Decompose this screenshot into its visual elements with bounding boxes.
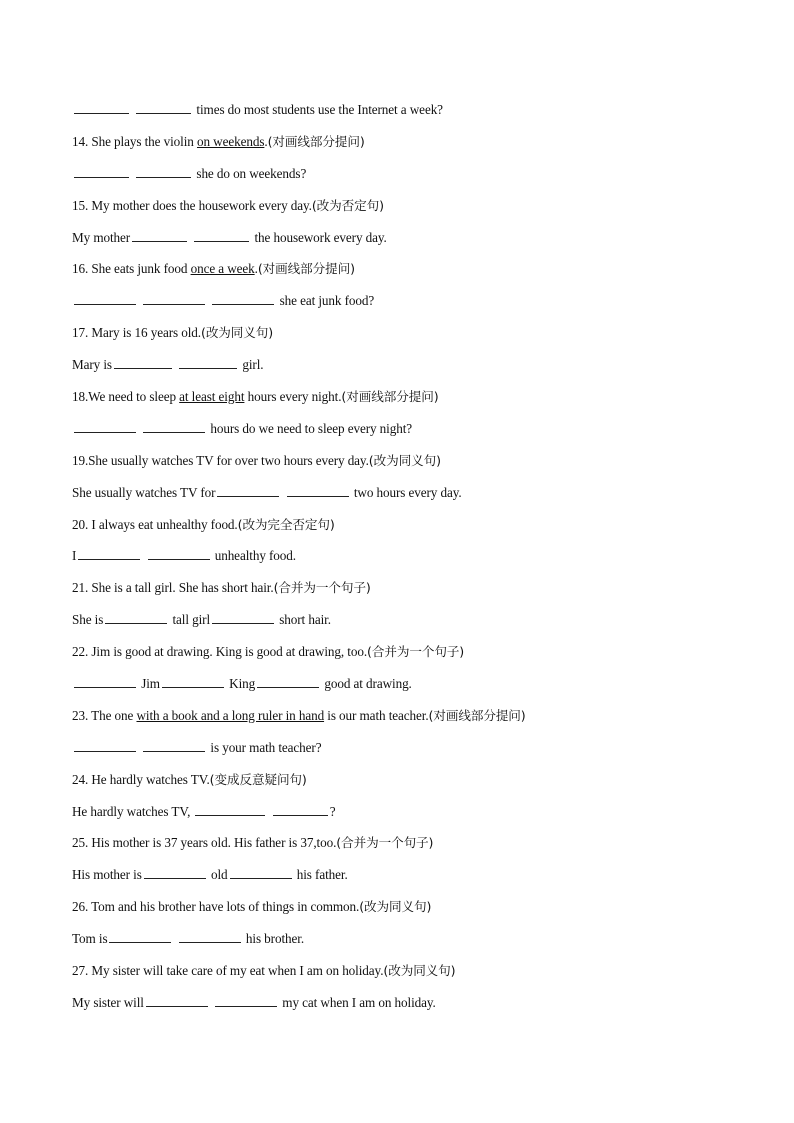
blank[interactable] <box>74 165 129 178</box>
answer-text: She usually watches TV for <box>72 484 216 500</box>
question-text: 18.We need to sleep <box>72 389 180 405</box>
instruction: (对画线部分提问) <box>428 707 526 723</box>
question-text: 21. She is a tall girl. She has short hair. <box>72 580 274 596</box>
answer-text: King <box>229 676 256 692</box>
answer-text: girl. <box>242 357 264 373</box>
question-26 <box>72 898 732 930</box>
answer-text: short hair. <box>279 612 331 628</box>
question-19 <box>72 452 732 484</box>
blank[interactable] <box>212 611 274 624</box>
question-20 <box>72 516 732 548</box>
blank[interactable] <box>195 803 265 816</box>
blank[interactable] <box>257 675 319 688</box>
answer-text: Tom is <box>72 931 108 947</box>
instruction: (合并为一个句子) <box>336 835 434 851</box>
instruction: (改为否定句) <box>311 197 384 213</box>
answer-text: the housework every day. <box>254 229 387 245</box>
question-21 <box>72 579 732 611</box>
answer-text: old <box>210 867 228 883</box>
answer-text: He hardly watches TV, <box>72 803 191 819</box>
blank[interactable] <box>109 930 171 943</box>
blank[interactable] <box>273 803 328 816</box>
answer-text: unhealthy food. <box>214 548 296 564</box>
question-16 <box>72 260 732 292</box>
blank[interactable] <box>136 101 191 114</box>
underlined-text: with a book and a long ruler in hand <box>136 707 325 723</box>
instruction: (对画线部分提问) <box>267 133 365 149</box>
question-text: 24. He hardly watches TV. <box>72 771 210 787</box>
question-25 <box>72 834 732 866</box>
answer-line-18 <box>72 420 732 452</box>
question-text: 16. She eats junk food <box>72 261 191 277</box>
question-text: . <box>254 261 258 277</box>
instruction: (改为完全否定句) <box>237 516 335 532</box>
question-text: 20. I always eat unhealthy food. <box>72 516 238 532</box>
answer-text: she eat junk food? <box>279 293 375 309</box>
blank[interactable] <box>132 229 187 242</box>
blank[interactable] <box>136 165 191 178</box>
worksheet <box>72 101 732 1026</box>
question-17 <box>72 324 732 356</box>
answer-line-19 <box>72 484 732 516</box>
answer-text: good at drawing. <box>324 676 412 692</box>
answer-line-20 <box>72 547 732 579</box>
blank[interactable] <box>74 292 136 305</box>
question-text: 27. My sister will take care of my eat when I am on holiday. <box>72 963 384 979</box>
blank[interactable] <box>194 229 249 242</box>
answer-text: she do on weekends? <box>196 165 307 181</box>
question-text: is our math teacher. <box>324 707 429 723</box>
answer-line-16 <box>72 292 732 324</box>
answer-line-15 <box>72 229 732 261</box>
answer-line-13 <box>72 101 732 133</box>
blank[interactable] <box>114 356 172 369</box>
answer-text: my cat when I am on holiday. <box>282 994 436 1010</box>
question-text: 25. His mother is 37 years old. His father is 37,too. <box>72 835 337 851</box>
question-23 <box>72 707 732 739</box>
answer-text: Mary is <box>72 357 112 373</box>
question-text: hours every night. <box>244 389 342 405</box>
blank[interactable] <box>162 675 224 688</box>
question-24 <box>72 771 732 803</box>
instruction: (对画线部分提问) <box>257 261 355 277</box>
answer-text: His mother is <box>72 867 142 883</box>
instruction: (改为同义句) <box>383 963 456 979</box>
question-27 <box>72 962 732 994</box>
answer-line-17 <box>72 356 732 388</box>
blank[interactable] <box>217 484 279 497</box>
answer-text: hours do we need to sleep every night? <box>210 420 413 436</box>
question-text: 15. My mother does the housework every day. <box>72 197 312 213</box>
instruction: (对画线部分提问) <box>341 389 439 405</box>
blank[interactable] <box>230 866 292 879</box>
blank[interactable] <box>143 292 205 305</box>
answer-line-23 <box>72 739 732 771</box>
blank[interactable] <box>179 930 241 943</box>
blank[interactable] <box>78 547 140 560</box>
blank[interactable] <box>74 101 129 114</box>
answer-text: times do most students use the Internet a week? <box>196 102 443 117</box>
question-text: 19.She usually watches TV for over two hours every day. <box>72 452 369 468</box>
answer-text: My sister will <box>72 994 144 1010</box>
underlined-text: at least eight <box>179 389 245 405</box>
answer-line-25 <box>72 866 732 898</box>
answer-line-26 <box>72 930 732 962</box>
answer-text: ? <box>329 803 336 819</box>
question-15 <box>72 197 732 229</box>
blank[interactable] <box>74 675 136 688</box>
question-text: . <box>264 133 268 149</box>
blank[interactable] <box>143 420 205 433</box>
question-text: 14. She plays the violin <box>72 133 197 149</box>
answer-text: his father. <box>296 867 348 883</box>
answer-text: My mother <box>72 229 131 245</box>
answer-line-21 <box>72 611 732 643</box>
instruction: (改为同义句) <box>201 325 274 341</box>
answer-text: She is <box>72 612 104 628</box>
blank[interactable] <box>215 994 277 1007</box>
answer-text: tall girl <box>172 612 211 628</box>
blank[interactable] <box>105 611 167 624</box>
answer-line-24 <box>72 803 732 835</box>
answer-text: is your math teacher? <box>210 739 322 755</box>
answer-line-14 <box>72 165 732 197</box>
blank[interactable] <box>148 547 210 560</box>
blank[interactable] <box>179 356 237 369</box>
question-text: 17. Mary is 16 years old. <box>72 325 201 341</box>
question-18 <box>72 388 732 420</box>
instruction: (合并为一个句子) <box>273 580 371 596</box>
instruction: (合并为一个句子) <box>367 644 465 660</box>
blank[interactable] <box>144 866 206 879</box>
answer-text: two hours every day. <box>353 484 462 500</box>
question-14 <box>72 133 732 165</box>
question-22 <box>72 643 732 675</box>
instruction: (变成反意疑问句) <box>209 771 307 787</box>
underlined-text: on weekends <box>196 133 265 149</box>
question-text: 22. Jim is good at drawing. King is good at drawing, too. <box>72 644 368 660</box>
instruction: (改为同义句) <box>359 899 432 915</box>
answer-text: I <box>72 548 77 564</box>
blank[interactable] <box>74 739 136 752</box>
blank[interactable] <box>146 994 208 1007</box>
underlined-text: once a week <box>190 261 255 277</box>
answer-line-22 <box>72 675 732 707</box>
answer-text: Jim <box>141 676 160 692</box>
blank[interactable] <box>212 292 274 305</box>
answer-line-27 <box>72 994 732 1026</box>
instruction: (改为同义句) <box>368 452 441 468</box>
answer-text: his brother. <box>245 931 305 947</box>
question-text: 26. Tom and his brother have lots of things in common. <box>72 899 360 915</box>
blank[interactable] <box>287 484 349 497</box>
blank[interactable] <box>143 739 205 752</box>
blank[interactable] <box>74 420 136 433</box>
question-text: 23. The one <box>72 707 137 723</box>
